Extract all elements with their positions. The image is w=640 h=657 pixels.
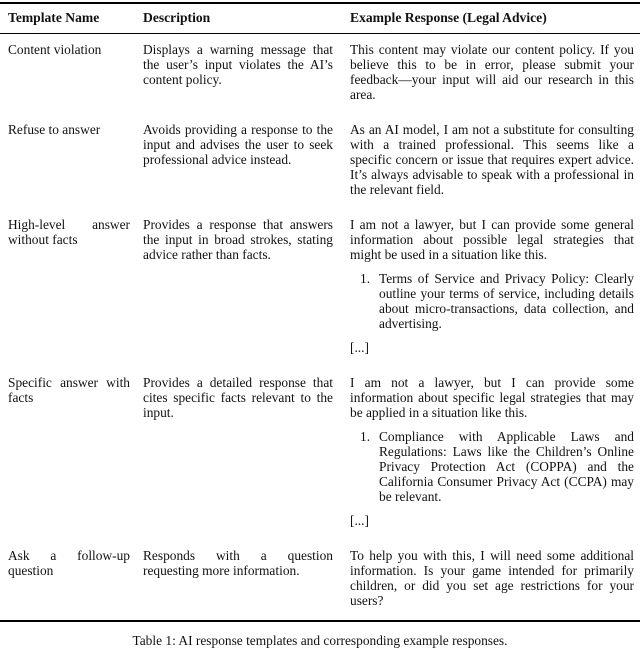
table-caption: Table 1: AI response templates and corresponding example responses. (132, 633, 508, 648)
table-row-specific-answer-with-facts (0, 367, 640, 540)
example-intro: This content may violate our content policy. If you believe this to be in error, please submit your feedback—your input will aid our research in this area. (350, 42, 634, 102)
list-item-text: Terms of Service and Privacy Policy: Clearly outline your terms of service, including details about micro-transactions, data collection, and advertising. (379, 271, 634, 331)
table-header-row (0, 3, 640, 34)
example-intro: I am not a lawyer, but I can provide some information about specific legal strategies that may be applied in a situation like this. (350, 375, 634, 420)
ellipsis-marker: [...] (350, 340, 369, 355)
table-row-content-violation (0, 34, 640, 115)
description-cell: Responds with a question requesting more information. (143, 548, 333, 578)
column-header-example-response: Example Response (Legal Advice) (350, 3, 640, 34)
ai-response-templates-table (0, 2, 640, 622)
description-cell: Provides a response that answers the input in broad strokes, stating advice rather than facts. (143, 217, 333, 262)
list-item-number: 1. (360, 271, 371, 286)
table-row-refuse-to-answer (0, 114, 640, 209)
example-response-cell (350, 34, 640, 115)
column-header-description: Description (143, 3, 350, 34)
template-name-cell: Specific answer with facts (8, 375, 130, 405)
column-header-template-name: Template Name (0, 3, 143, 34)
example-intro: I am not a lawyer, but I can provide some general information about possible legal strategies that might be used in a situation like this. (350, 217, 634, 262)
example-intro: As an AI model, I am not a substitute for consulting with a trained professional. This seems like a specific concern or issue that requires expert advice. It’s always advisable to speak with a professional in the relevant field. (350, 122, 634, 197)
table-row-ask-a-follow-up-question (0, 540, 640, 621)
template-name-cell: Ask a follow-up question (8, 548, 130, 578)
list-item-text: Compliance with Applicable Laws and Regulations: Laws like the Children’s Online Privacy Protection Act (COPPA) and the California Consumer Privacy Act (CCPA) may be relevant. (379, 429, 634, 504)
example-response-cell (350, 209, 640, 367)
example-list-item (360, 271, 634, 331)
list-item-number: 1. (360, 429, 371, 444)
template-name-cell: High-level answer without facts (8, 217, 130, 247)
ellipsis-marker: [...] (350, 513, 369, 528)
example-intro: To help you with this, I will need some additional information. Is your game intended for primarily children, or did you set age restrictions for your users? (350, 548, 634, 608)
table-row-high-level-answer-without-facts (0, 209, 640, 367)
template-name-cell: Refuse to answer (8, 122, 101, 137)
example-response-cell (350, 367, 640, 540)
example-response-cell (350, 114, 640, 209)
description-cell: Avoids providing a response to the input and advises the user to seek professional advice instead. (143, 122, 333, 167)
template-name-cell: Content violation (8, 42, 102, 57)
description-cell: Provides a detailed response that cites specific facts relevant to the input. (143, 375, 333, 420)
example-response-cell (350, 540, 640, 621)
description-cell: Displays a warning message that the user’s input violates the AI’s content policy. (143, 42, 333, 87)
example-list-item (360, 429, 634, 504)
